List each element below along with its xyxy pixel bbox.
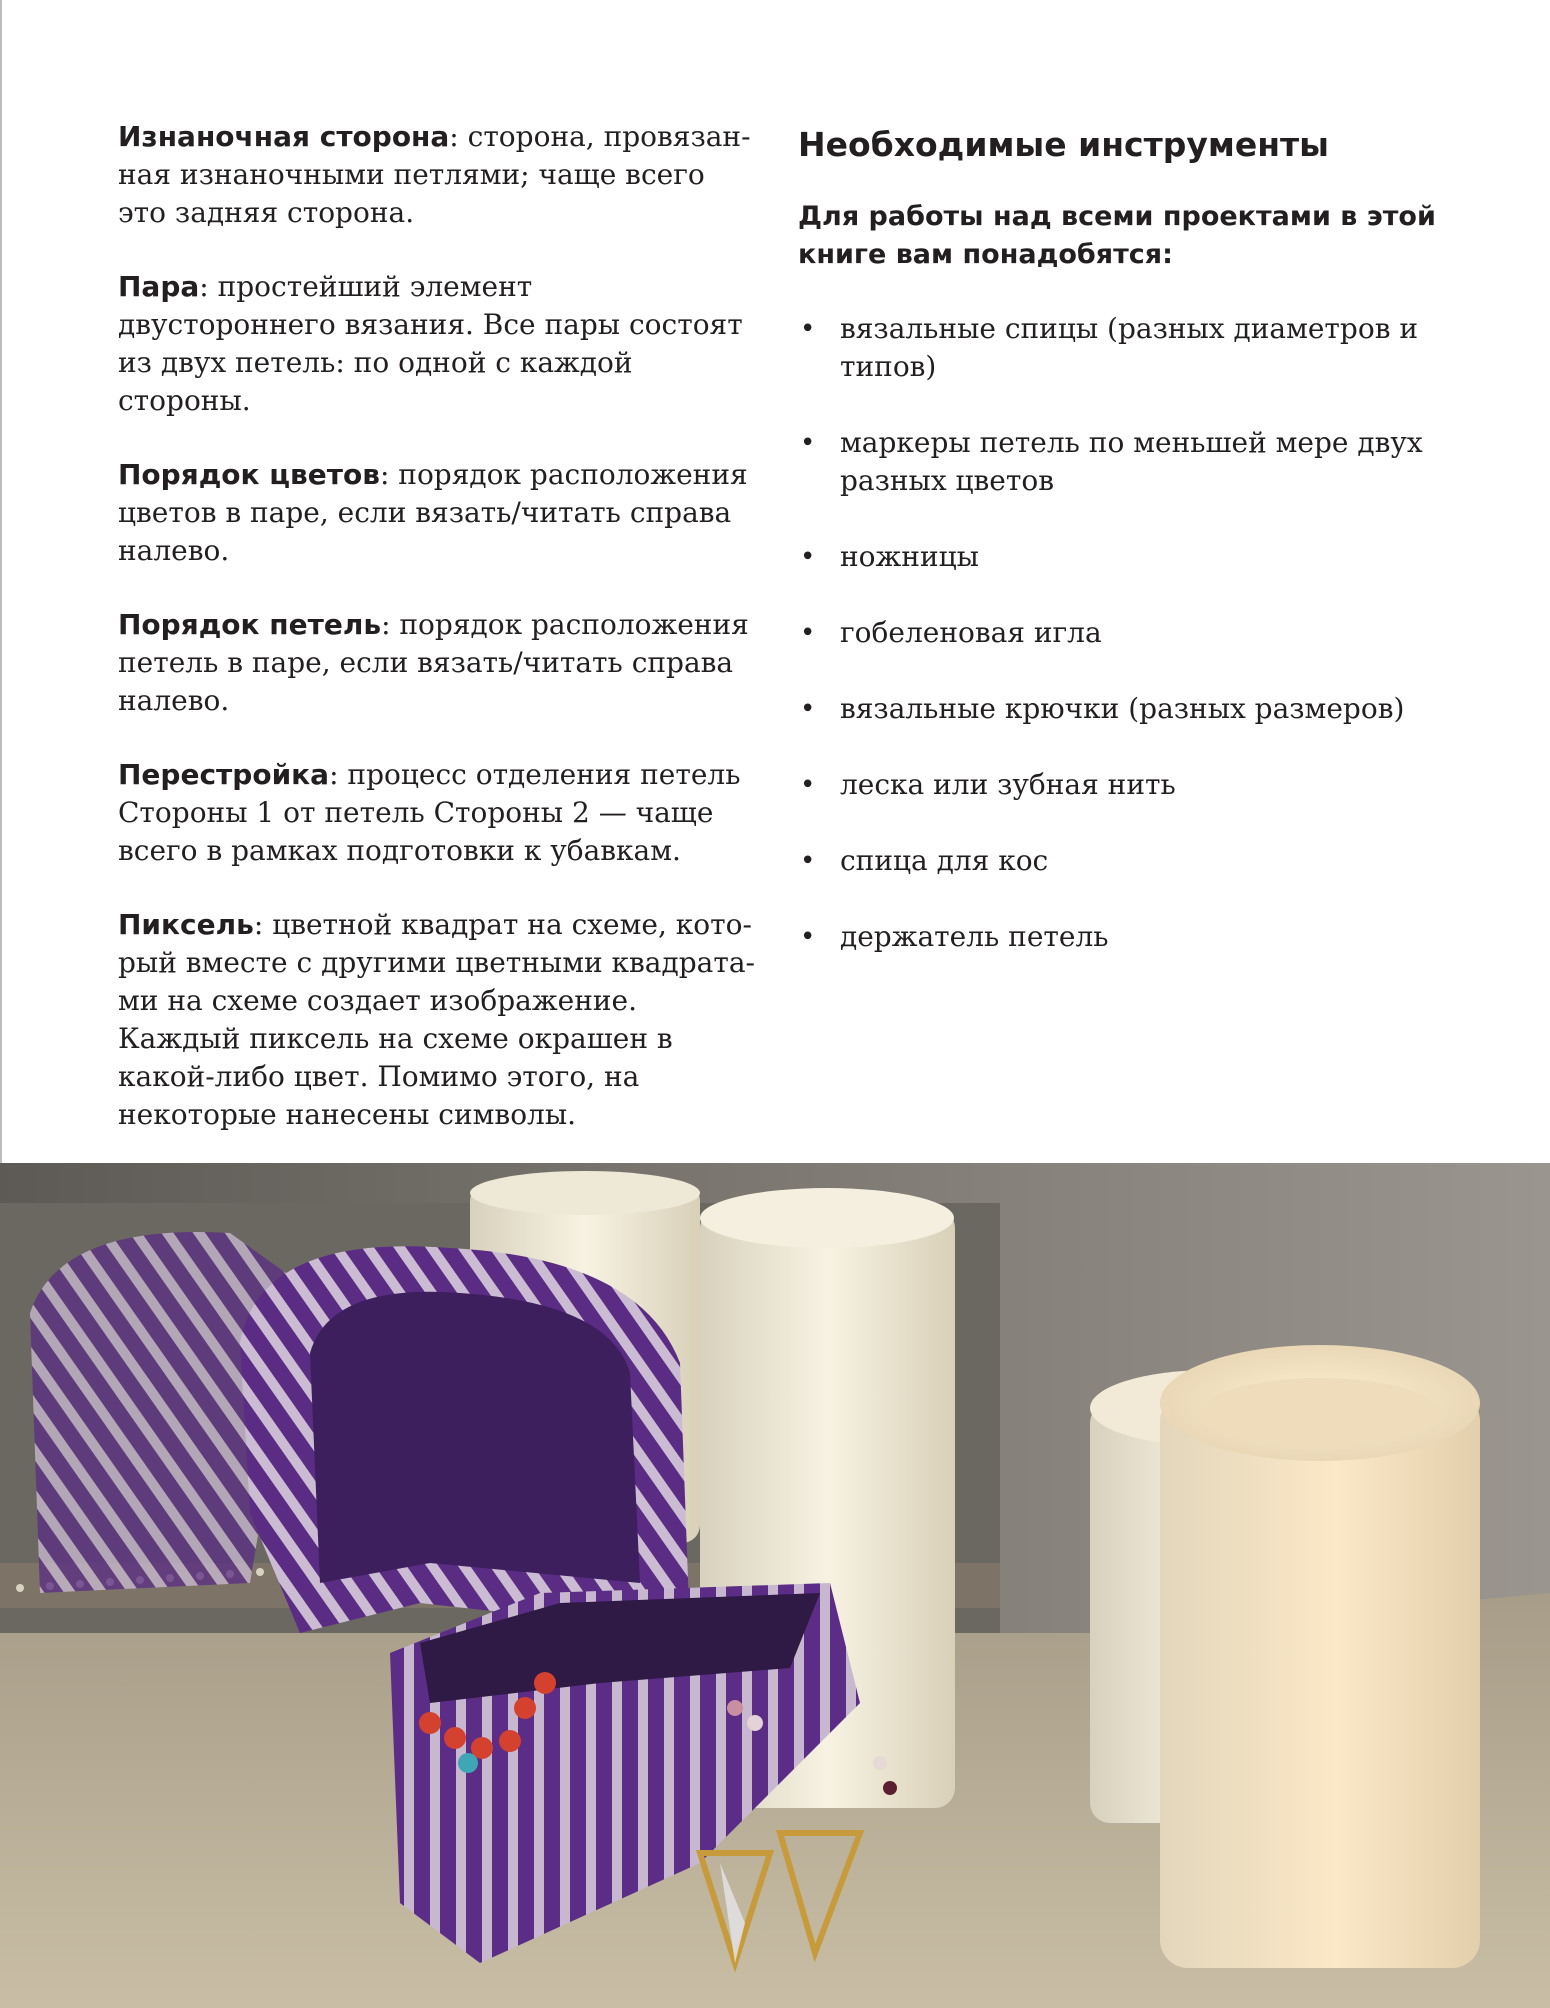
glossary-term: Пара — [118, 270, 200, 303]
glossary-term: Пиксель — [118, 908, 254, 941]
glossary-definition: : порядок расположения петель в паре, если вязать/читать справа налево. — [118, 608, 749, 717]
list-item — [798, 310, 1438, 386]
list-item — [798, 690, 1438, 728]
glossary-definition: : процесс отделения петель Стороны 1 от петель Стороны 2 — чаще всего в рамках подготовки к убавкам. — [118, 758, 741, 867]
glossary-term: Изнаночная сторона — [118, 120, 450, 153]
glossary-column — [118, 118, 758, 1170]
glossary-term: Перестройка — [118, 758, 330, 791]
glossary-entry — [118, 456, 758, 570]
tools-list — [798, 310, 1438, 956]
tool-label: держатель петель — [840, 920, 1109, 953]
list-item — [798, 614, 1438, 652]
bullet-icon: • — [800, 314, 816, 344]
glossary-entry — [118, 756, 758, 870]
glossary-term: Порядок петель — [118, 608, 382, 641]
bullet-icon: • — [800, 922, 816, 952]
page-edge-rule — [0, 0, 2, 1163]
bullet-icon: • — [800, 618, 816, 648]
glossary-definition: : сторона, провязанная изнаночными петлями; чаще всего это задняя сторона. — [118, 120, 751, 229]
glossary-definition: : цветной квадрат на схеме, который вместе с другими цветными квадратами на схеме создает изображение. Каждый пиксель на схеме окрашен в какой-либо цвет. Помимо этого, на некоторые нанесены символы. — [118, 908, 756, 1131]
glossary-entry — [118, 118, 758, 232]
list-item — [798, 766, 1438, 804]
tools-heading: Необходимые инструменты — [798, 125, 1329, 164]
glossary-entry — [118, 268, 758, 420]
tool-label: спица для кос — [840, 844, 1049, 877]
tool-label: вязальные крючки (разных размеров) — [840, 692, 1405, 725]
bullet-icon: • — [800, 428, 816, 458]
glossary-entry — [118, 906, 758, 1134]
tool-label: маркеры петель по меньшей мере двух разных цветов — [840, 426, 1423, 497]
bullet-icon: • — [800, 694, 816, 724]
tools-lead: Для работы над всеми проектами в этой книге вам понадобятся: — [798, 201, 1436, 270]
list-item — [798, 842, 1438, 880]
bullet-icon: • — [800, 770, 816, 800]
list-item — [798, 424, 1438, 500]
tool-label: вязальные спицы (разных диаметров и типов) — [840, 312, 1419, 383]
bullet-icon: • — [800, 542, 816, 572]
bullet-icon: • — [800, 846, 816, 876]
list-item — [798, 918, 1438, 956]
list-item — [798, 538, 1438, 576]
tool-label: леска или зубная нить — [840, 768, 1176, 801]
tools-column — [798, 118, 1438, 994]
glossary-definition: : простейший элемент двустороннего вязания. Все пары состоят из двух петель: по одной с каждой стороны. — [118, 270, 743, 417]
glossary-definition: : порядок расположения цветов в паре, если вязать/читать справа налево. — [118, 458, 748, 567]
tool-label: гобеленовая игла — [840, 616, 1102, 649]
knitted-jewelry-box-photo — [0, 1163, 1550, 2008]
tool-label: ножницы — [840, 540, 979, 573]
glossary-term: Порядок цветов — [118, 458, 380, 491]
glossary-entry — [118, 606, 758, 720]
